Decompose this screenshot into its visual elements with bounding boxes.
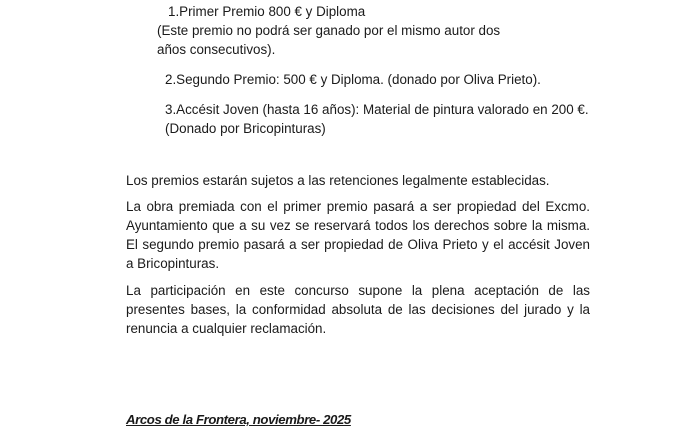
prize-1-note-line-2: años consecutivos).: [157, 42, 276, 57]
prize-1-note-line-1: (Este premio no podrá ser ganado por el mismo autor dos: [157, 23, 501, 38]
prize-3-donor: (Donado por Bricopinturas): [165, 121, 326, 136]
prize-1-title: 1.Primer Premio 800 € y Diploma: [168, 4, 366, 19]
paragraph-propiedad: La obra premiada con el primer premio pasará a ser propiedad del Excmo. Ayuntamiento que a su vez se reservará todos los derechos sobre la misma. El segundo premio pasará a ser propiedad de Oliva Prieto y el accésit Joven a Bricopinturas.: [126, 199, 590, 271]
place-date-footer: Arcos de la Frontera, noviembre- 2025: [126, 412, 351, 427]
paragraph-participacion: La participación en este concurso supone la plena aceptación de las presentes bases, la conformidad absoluta de las decisiones del jurado y la renuncia a cualquier reclamación.: [126, 283, 590, 336]
prize-2-title: 2.Segundo Premio: 500 € y Diploma. (donado por Oliva Prieto).: [165, 72, 541, 87]
paragraph-retenciones: Los premios estarán sujetos a las retenciones legalmente establecidas.: [126, 173, 550, 188]
prize-3-title: 3.Accésit Joven (hasta 16 años): Material de pintura valorado en 200 €.: [165, 102, 589, 117]
